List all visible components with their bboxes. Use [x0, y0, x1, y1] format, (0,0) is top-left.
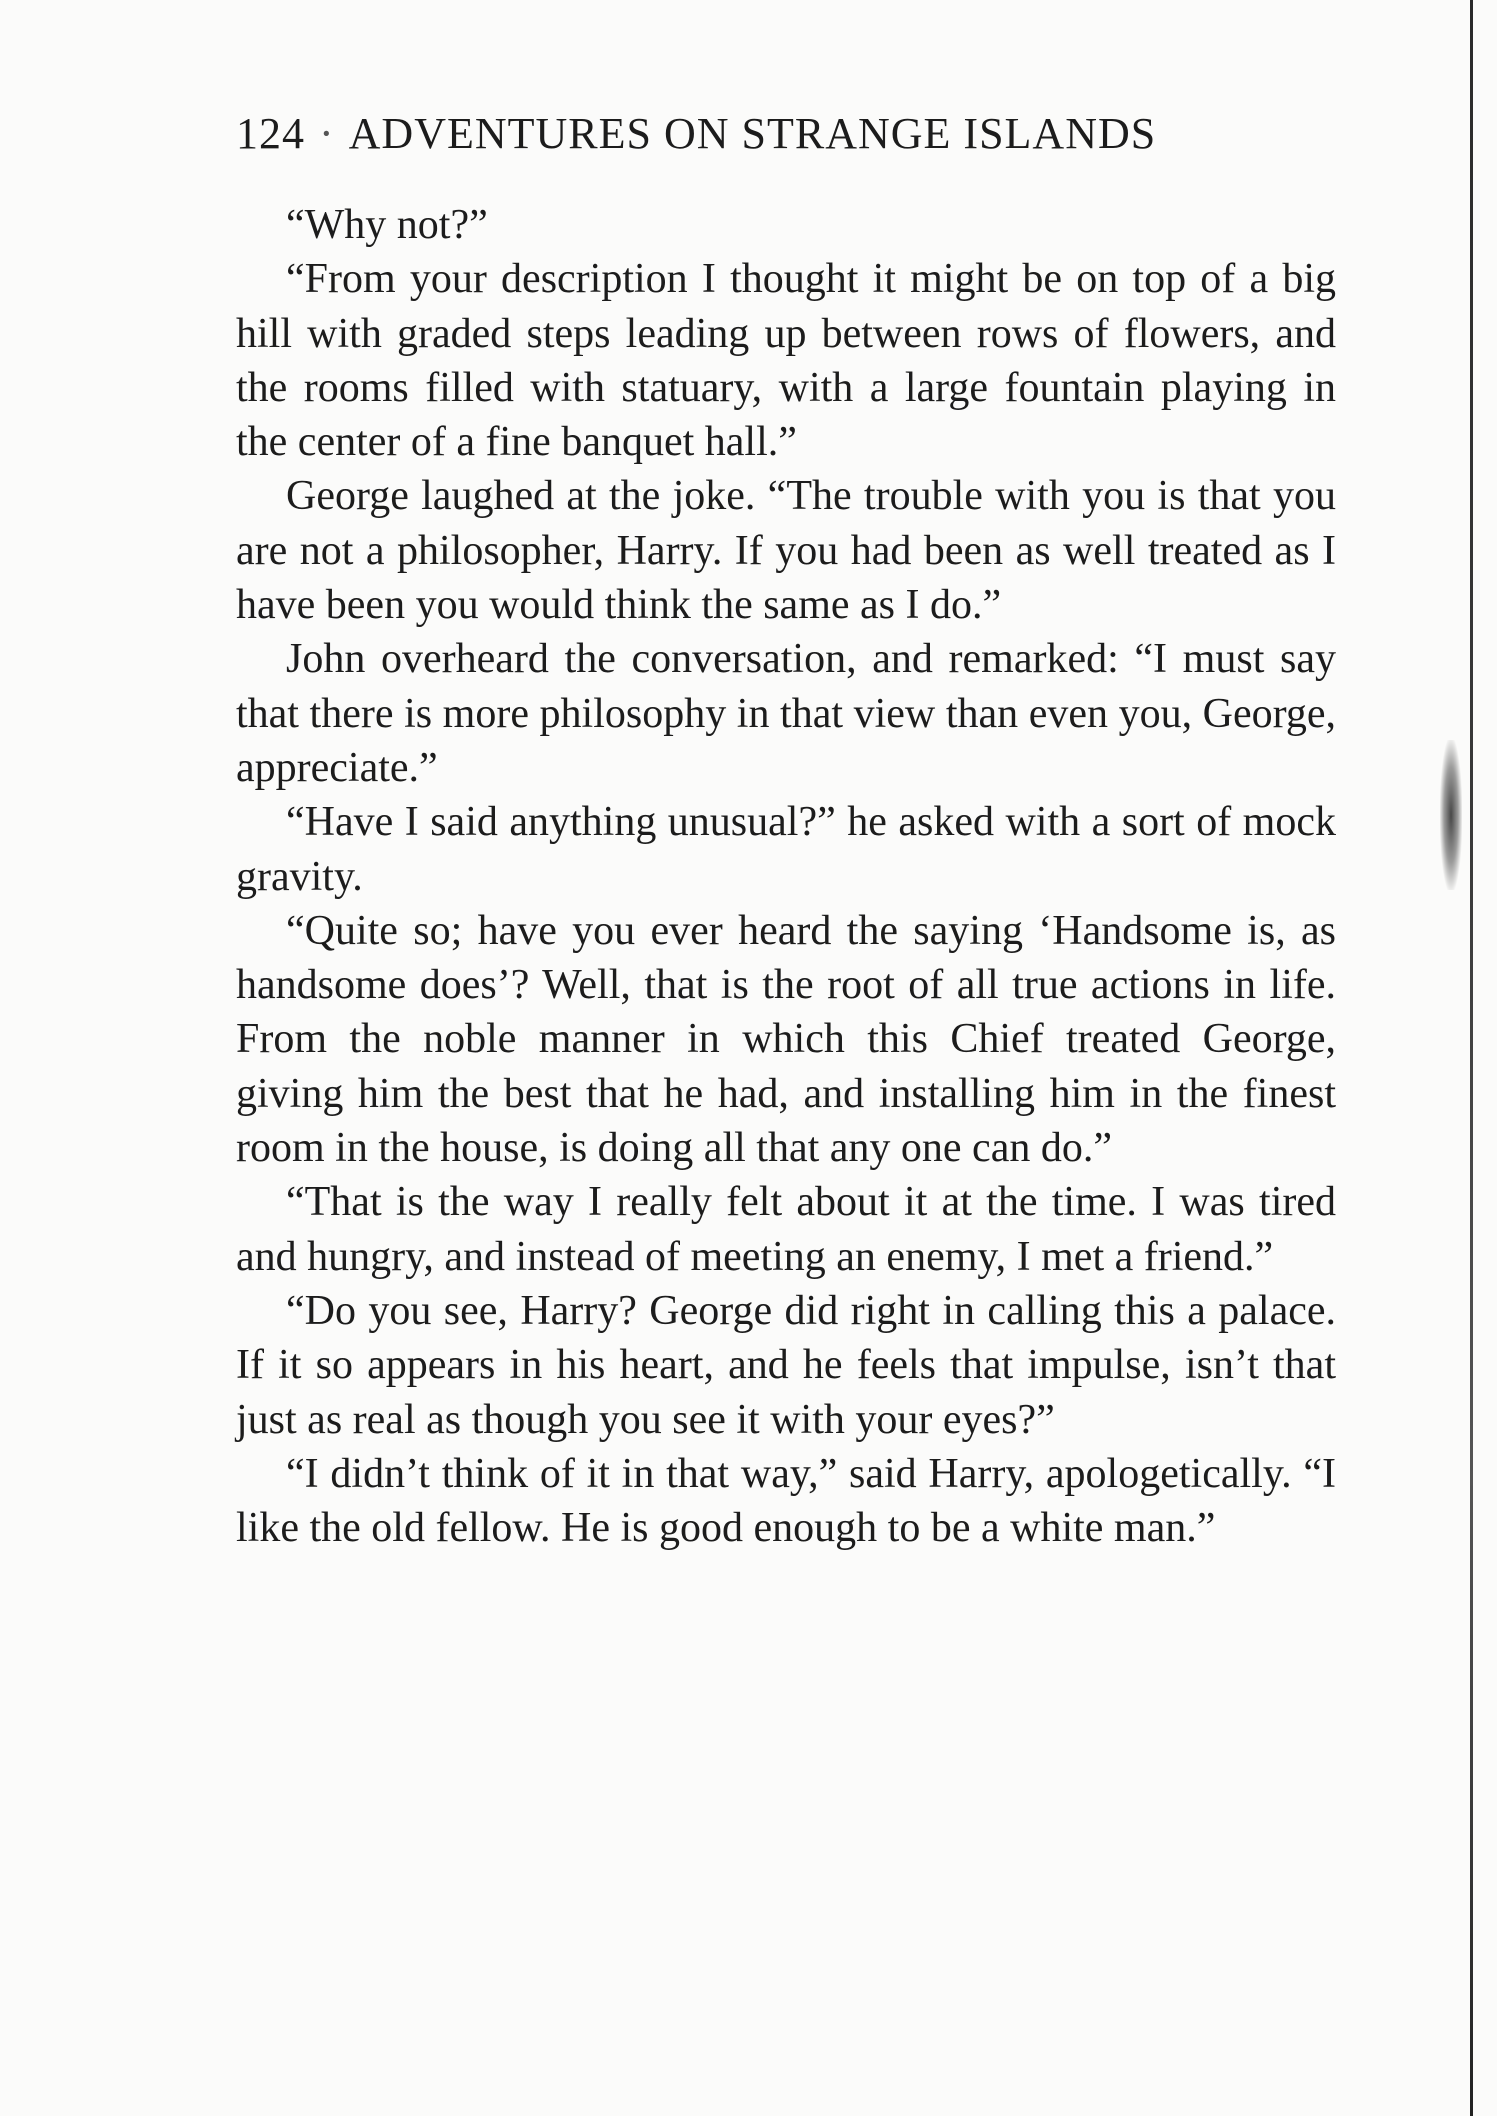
paragraph: “From your description I thought it might be on top of a big hill with graded steps leading up between rows of flowers, and the rooms filled with statuary, with a large fountain playing in the center of a fine banquet hall.”	[236, 256, 1336, 466]
paragraph: “Have I said anything unusual?” he asked with a sort of mock gravity.	[236, 799, 1336, 900]
running-header	[236, 108, 1336, 172]
paragraph: “Quite so; have you ever heard the saying ‘Handsome is, as handsome does’? Well, that is the root of all true actions in life. From the noble manner in which this Chief treated George, giving him the best that he had, and installing him in the finest room in the house, is doing all that any one can do.”	[236, 907, 1336, 1172]
paragraph: “Why not?”	[286, 202, 488, 248]
body-text	[236, 198, 1336, 1555]
scan-smudge	[1440, 740, 1462, 890]
paragraph: George laughed at the joke. “The trouble with you is that you are not a philosopher, Harry. If you had been as well treated as I have been you would think the same as I do.”	[236, 473, 1336, 629]
paragraph: “Do you see, Harry? George did right in calling this a palace. If it so appears in his heart, and he feels that impulse, isn’t that just as real as though you see it with your eyes?”	[236, 1287, 1336, 1443]
paragraph: “That is the way I really felt about it at the time. I was tired and hungry, and instead of meeting an enemy, I met a friend.”	[236, 1179, 1336, 1280]
header-separator: ·	[319, 109, 335, 158]
paragraph: “I didn’t think of it in that way,” said Harry, apologetically. “I like the old fellow. He is good enough to be a white man.”	[236, 1450, 1336, 1552]
paragraph: John overheard the conversation, and remarked: “I must say that there is more philosophy in that view than even you, George, appreciate.”	[236, 636, 1336, 791]
running-title: ADVENTURES ON STRANGE ISLANDS	[348, 109, 1157, 158]
page-gutter-edge	[1470, 0, 1473, 2116]
page-number: 124	[236, 109, 305, 158]
